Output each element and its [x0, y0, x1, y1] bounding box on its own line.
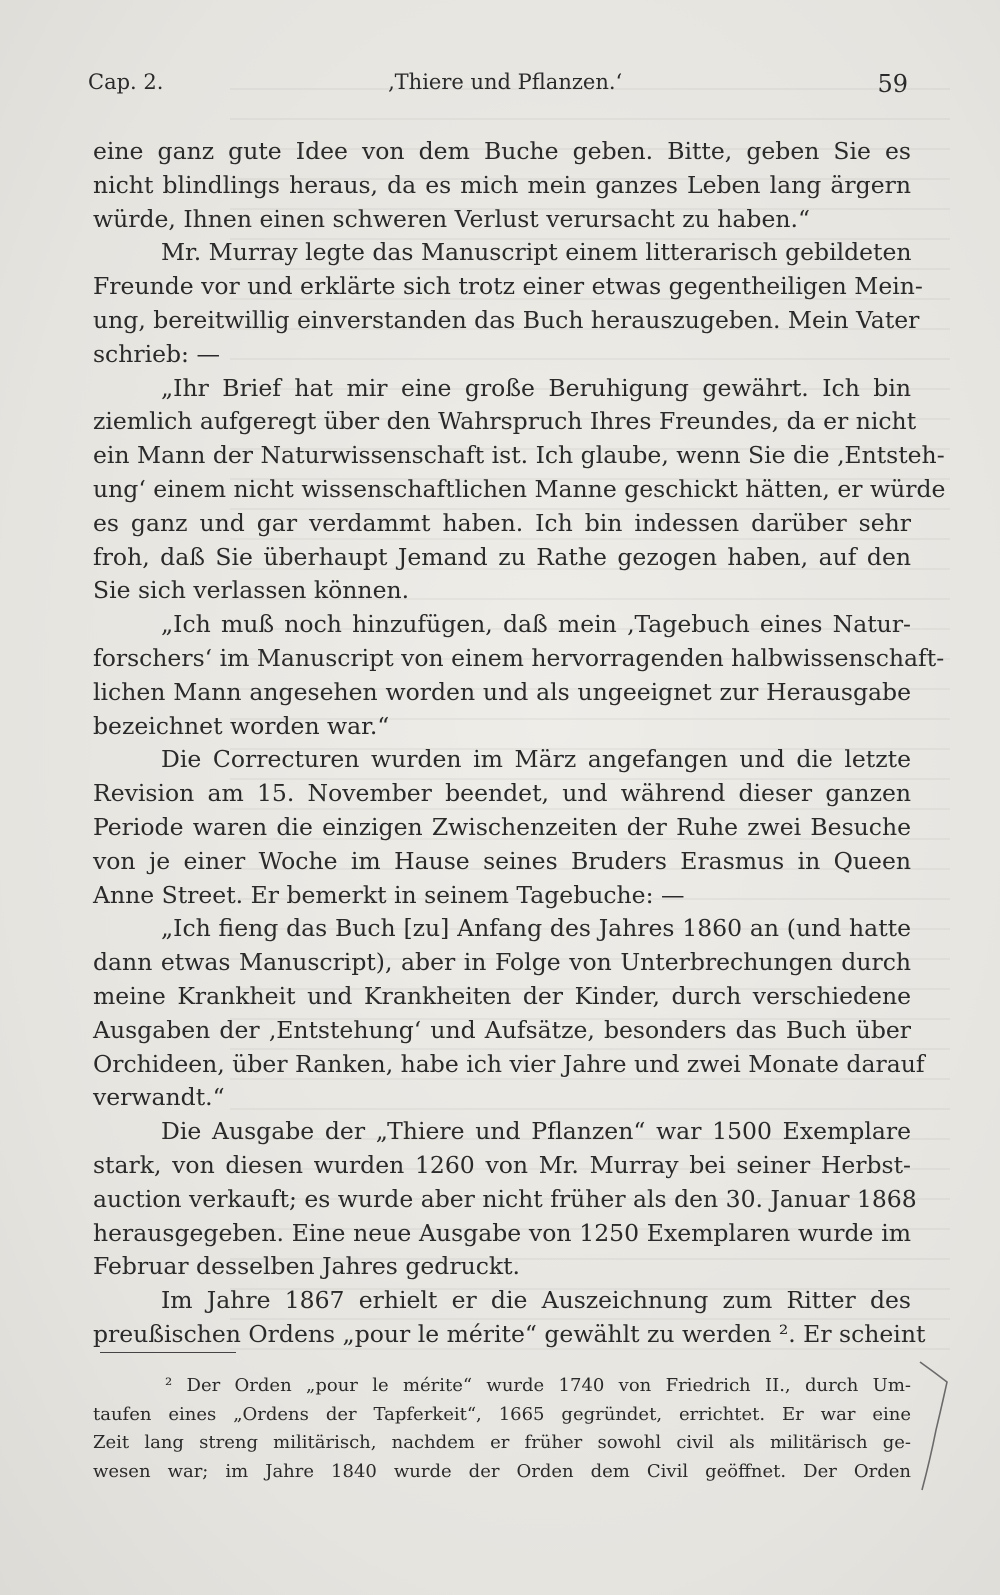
text-line: forschers‘ im Manuscript von einem hervorragenden halbwissenschaft- [93, 643, 945, 672]
text-line: preußischen Ordens „pour le mérite“ gewählt zu werden ². Er scheint [93, 1319, 926, 1348]
text-line: „Ich muß noch hinzufügen, daß mein ‚Tagebuch eines Natur- [161, 610, 911, 639]
text-line: Mr. Murray legte das Manuscript einem litterarisch gebildeten [161, 238, 912, 267]
text-line: Ausgaben der ‚Entstehung‘ und Aufsätze, besonders das Buch über [93, 1015, 911, 1044]
footnote-line: wesen war; im Jahre 1840 wurde der Orden dem Civil geöffnet. Der Orden [93, 1460, 911, 1482]
text-line: Anne Street. Er bemerkt in seinem Tagebuche: — [93, 880, 685, 909]
text-line: froh, daß Sie überhaupt Jemand zu Rathe gezogen haben, auf den [93, 542, 911, 571]
text-line: Revision am 15. November beendet, und während dieser ganzen [93, 779, 911, 808]
text-line: ein Mann der Naturwissenschaft ist. Ich glaube, wenn Sie die ‚Entsteh- [93, 441, 945, 470]
running-header [88, 70, 908, 100]
pencil-bracket-icon [912, 1350, 972, 1500]
text-line: ung, bereitwillig einverstanden das Buch herauszugeben. Mein Vater [93, 305, 920, 334]
text-line: stark, von diesen wurden 1260 von Mr. Murray bei seiner Herbst- [93, 1150, 911, 1179]
text-line: Periode waren die einzigen Zwischenzeiten der Ruhe zwei Besuche [93, 812, 911, 841]
text-line: ziemlich aufgeregt über den Wahrspruch Ihres Freundes, da er nicht [93, 407, 917, 436]
text-line: Die Correcturen wurden im März angefangen und die letzte [161, 745, 911, 774]
text-line: bezeichnet worden war.“ [93, 711, 390, 740]
text-line: lichen Mann angesehen worden und als ungeeignet zur Herausgabe [93, 677, 911, 706]
text-line: nicht blindlings heraus, da es mich mein ganzes Leben lang ärgern [93, 170, 911, 199]
text-line: meine Krankheit und Krankheiten der Kinder, durch verschiedene [93, 981, 911, 1010]
text-line: eine ganz gute Idee von dem Buche geben. Bitte, geben Sie es [93, 137, 911, 165]
text-line: von je einer Woche im Hause seines Bruders Erasmus in Queen [93, 846, 911, 875]
text-line: „Ich fieng das Buch [zu] Anfang des Jahres 1860 an (und hatte [161, 914, 911, 943]
footnotes [93, 1372, 911, 1486]
text-line: auction verkauft; es wurde aber nicht früher als den 30. Januar 1868 [93, 1184, 917, 1213]
text-line: verwandt.“ [93, 1083, 225, 1112]
text-line: Freunde vor und erklärte sich trotz einer etwas gegentheiligen Mein- [93, 272, 923, 301]
text-line: Im Jahre 1867 erhielt er die Auszeichnung zum Ritter des [161, 1286, 911, 1315]
text-line: Sie sich verlassen können. [93, 576, 410, 605]
text-line: „Ihr Brief hat mir eine große Beruhigung gewährt. Ich bin [161, 373, 911, 402]
body-text [93, 135, 946, 1352]
footnote-line: Zeit lang streng militärisch, nachdem er früher sowohl civil als militärisch ge- [93, 1432, 911, 1453]
footnote-line: taufen eines „Ordens der Tapferkeit“, 1665 gegründet, errichtet. Er war eine [93, 1403, 911, 1425]
footnote-rule [100, 1352, 236, 1353]
text-line: ung‘ einem nicht wissenschaftlichen Manne geschickt hätten, er würde [93, 474, 946, 503]
text-line: Orchideen, über Ranken, habe ich vier Jahre und zwei Monate darauf [93, 1049, 925, 1078]
text-line: schrieb: — [93, 339, 220, 368]
chapter-label: Cap. 2. [88, 70, 164, 94]
text-line: dann etwas Manuscript), aber in Folge von Unterbrechungen durch [93, 948, 911, 977]
text-line: Die Ausgabe der „Thiere und Pflanzen“ war 1500 Exemplare [161, 1117, 911, 1146]
text-line: herausgegeben. Eine neue Ausgabe von 1250 Exemplaren wurde im [93, 1218, 911, 1247]
text-line: es ganz und gar verdammt haben. Ich bin indessen darüber sehr [93, 508, 911, 537]
text-line: Februar desselben Jahres gedruckt. [93, 1252, 521, 1281]
page-number: 59 [877, 70, 908, 98]
text-line: würde, Ihnen einen schweren Verlust verursacht zu haben.“ [93, 204, 810, 233]
running-title: ‚Thiere und Pflanzen.‘ [388, 70, 623, 94]
footnote-line: ² Der Orden „pour le mérite“ wurde 1740 von Friedrich II., durch Um- [165, 1375, 911, 1396]
